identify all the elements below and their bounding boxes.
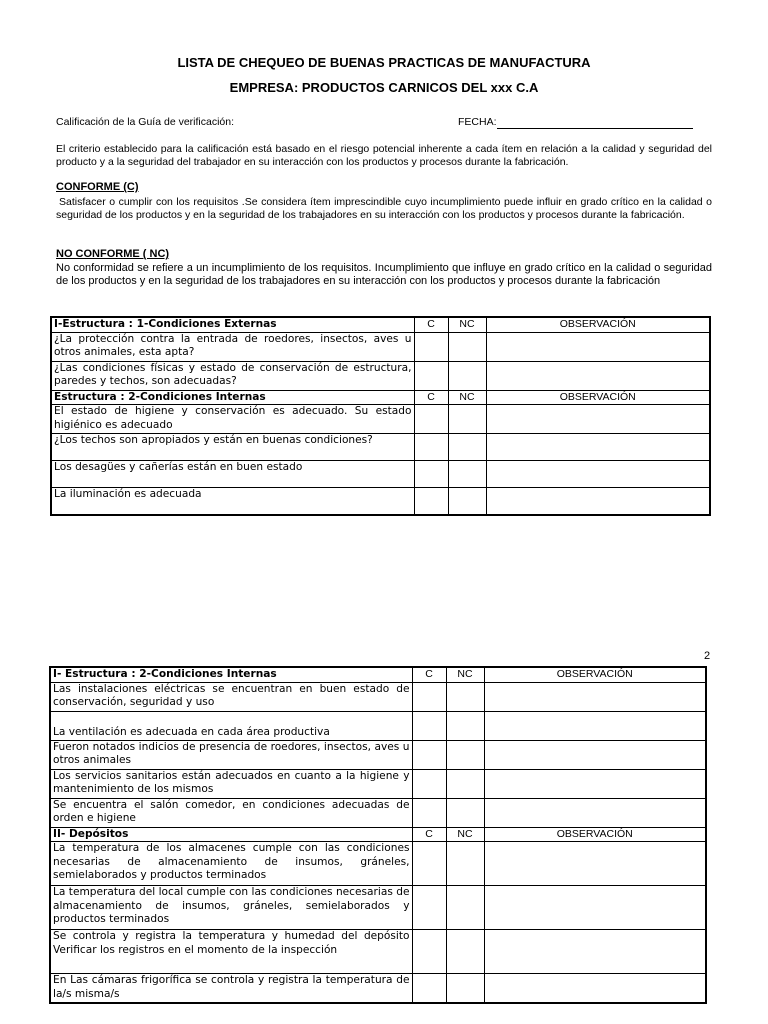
col-nc-header: NC <box>446 667 484 682</box>
fecha-field <box>458 116 693 129</box>
checklist-item: En Las cámaras frigorífica se controla y registra la temperatura de la/s misma/s <box>50 974 412 1003</box>
criterio-paragraph: El criterio establecido para la calificación está basado en el riesgo potencial inherente a cada ítem en relación a la calidad y seguridad del producto y a la seguridad del trabajador en su interacción con los productos y procesos durante la fabricación. <box>56 143 712 168</box>
checklist-table-2 <box>49 666 707 1004</box>
check-nc-cell[interactable] <box>446 682 484 711</box>
col-c-header: C <box>412 827 446 842</box>
checklist-item: Los servicios sanitarios están adecuados en cuanto a la higiene y mantenimiento de los mismos <box>50 769 412 798</box>
company-name: EMPRESA: PRODUCTOS CARNICOS DEL xxx C.A <box>229 80 539 95</box>
check-c-cell[interactable] <box>414 405 448 434</box>
conforme-paragraph: Satisfacer o cumplir con los requisitos .Se considera ítem imprescindible cuyo incumplimiento puede influir en grado crítico en la calidad o seguridad de los productos y en la seguridad de los trabajadores en su interacción con los productos y procesos durante la fabricación. <box>56 196 712 221</box>
checklist-item: Los desagües y cañerías están en buen estado <box>51 461 414 488</box>
fecha-label: FECHA: <box>458 116 497 128</box>
check-c-cell[interactable] <box>412 711 446 740</box>
check-c-cell[interactable] <box>412 798 446 827</box>
check-nc-cell[interactable] <box>448 488 486 515</box>
checklist-item: La ventilación es adecuada en cada área productiva <box>50 711 412 740</box>
check-c-cell[interactable] <box>414 332 448 361</box>
observacion-cell[interactable] <box>484 930 706 974</box>
observacion-cell[interactable] <box>484 842 706 886</box>
checklist-item: ¿La protección contra la entrada de roedores, insectos, aves u otros animales, esta apta? <box>51 332 414 361</box>
col-observacion-header: OBSERVACIÓN <box>484 827 706 842</box>
observacion-cell[interactable] <box>484 711 706 740</box>
observacion-cell[interactable] <box>484 769 706 798</box>
observacion-cell[interactable] <box>484 886 706 930</box>
observacion-cell[interactable] <box>486 332 710 361</box>
observacion-cell[interactable] <box>486 405 710 434</box>
observacion-cell[interactable] <box>484 682 706 711</box>
check-c-cell[interactable] <box>414 461 448 488</box>
check-nc-cell[interactable] <box>446 798 484 827</box>
check-nc-cell[interactable] <box>446 974 484 1003</box>
col-observacion-header: OBSERVACIÓN <box>484 667 706 682</box>
check-nc-cell[interactable] <box>448 332 486 361</box>
check-nc-cell[interactable] <box>446 769 484 798</box>
section-header: Estructura : 2-Condiciones Internas <box>51 390 414 405</box>
check-nc-cell[interactable] <box>448 405 486 434</box>
conforme-heading: CONFORME (C) <box>56 181 139 193</box>
checklist-item: La temperatura del local cumple con las condiciones necesarias de almacenamiento de insumos, gráneles, semielaborados y productos terminados <box>50 886 412 930</box>
observacion-cell[interactable] <box>484 798 706 827</box>
col-c-header: C <box>412 667 446 682</box>
calificacion-label: Calificación de la Guía de verificación: <box>56 116 235 128</box>
check-nc-cell[interactable] <box>448 361 486 390</box>
checklist-table-1 <box>50 316 711 516</box>
check-c-cell[interactable] <box>412 740 446 769</box>
observacion-cell[interactable] <box>486 434 710 461</box>
no-conforme-heading: NO CONFORME ( NC) <box>56 248 170 260</box>
col-observacion-header: OBSERVACIÓN <box>486 390 710 405</box>
check-nc-cell[interactable] <box>446 842 484 886</box>
page-number: 2 <box>704 650 711 662</box>
checklist-item: La iluminación es adecuada <box>51 488 414 515</box>
observacion-cell[interactable] <box>484 974 706 1003</box>
observacion-cell[interactable] <box>486 461 710 488</box>
check-c-cell[interactable] <box>412 682 446 711</box>
observacion-cell[interactable] <box>484 740 706 769</box>
checklist-item: El estado de higiene y conservación es adecuado. Su estado higiénico es adecuado <box>51 405 414 434</box>
section-header: I- Estructura : 2-Condiciones Internas <box>50 667 412 682</box>
section-header: I-Estructura : 1-Condiciones Externas <box>51 317 414 332</box>
no-conforme-paragraph: No conformidad se refiere a un incumplimiento de los requisitos. Incumplimiento que influye en grado crítico en la calidad o seguridad de los productos y en la seguridad de los trabajadores en su interacción con los productos y procesos durante la fabricación <box>56 262 712 288</box>
check-c-cell[interactable] <box>414 361 448 390</box>
checklist-item: ¿Los techos son apropiados y están en buenas condiciones? <box>51 434 414 461</box>
col-nc-header: NC <box>448 390 486 405</box>
observacion-cell[interactable] <box>486 361 710 390</box>
check-c-cell[interactable] <box>412 886 446 930</box>
check-nc-cell[interactable] <box>448 461 486 488</box>
document-title: LISTA DE CHEQUEO DE BUENAS PRACTICAS DE MANUFACTURA <box>177 55 591 70</box>
checklist-item: Fueron notados indicios de presencia de roedores, insectos, aves u otros animales <box>50 740 412 769</box>
check-nc-cell[interactable] <box>448 434 486 461</box>
check-c-cell[interactable] <box>414 434 448 461</box>
col-c-header: C <box>414 317 448 332</box>
checklist-item: Se controla y registra la temperatura y humedad del depósito Verificar los registros en el momento de la inspección <box>50 930 412 974</box>
check-nc-cell[interactable] <box>446 886 484 930</box>
check-nc-cell[interactable] <box>446 740 484 769</box>
col-observacion-header: OBSERVACIÓN <box>486 317 710 332</box>
checklist-item: Se encuentra el salón comedor, en condiciones adecuadas de orden e higiene <box>50 798 412 827</box>
check-nc-cell[interactable] <box>446 930 484 974</box>
col-nc-header: NC <box>448 317 486 332</box>
check-c-cell[interactable] <box>412 974 446 1003</box>
check-c-cell[interactable] <box>412 930 446 974</box>
observacion-cell[interactable] <box>486 488 710 515</box>
check-c-cell[interactable] <box>412 769 446 798</box>
col-c-header: C <box>414 390 448 405</box>
section-header: II- Depósitos <box>50 827 412 842</box>
check-nc-cell[interactable] <box>446 711 484 740</box>
check-c-cell[interactable] <box>414 488 448 515</box>
check-c-cell[interactable] <box>412 842 446 886</box>
checklist-item: Las instalaciones eléctricas se encuentran en buen estado de conservación, seguridad y uso <box>50 682 412 711</box>
fecha-line <box>497 117 693 129</box>
col-nc-header: NC <box>446 827 484 842</box>
checklist-item: ¿Las condiciones físicas y estado de conservación de estructura, paredes y techos, son adecuadas? <box>51 361 414 390</box>
checklist-item: La temperatura de los almacenes cumple con las condiciones necesarias de almacenamiento de insumos, gráneles, semielaborados y productos terminados <box>50 842 412 886</box>
